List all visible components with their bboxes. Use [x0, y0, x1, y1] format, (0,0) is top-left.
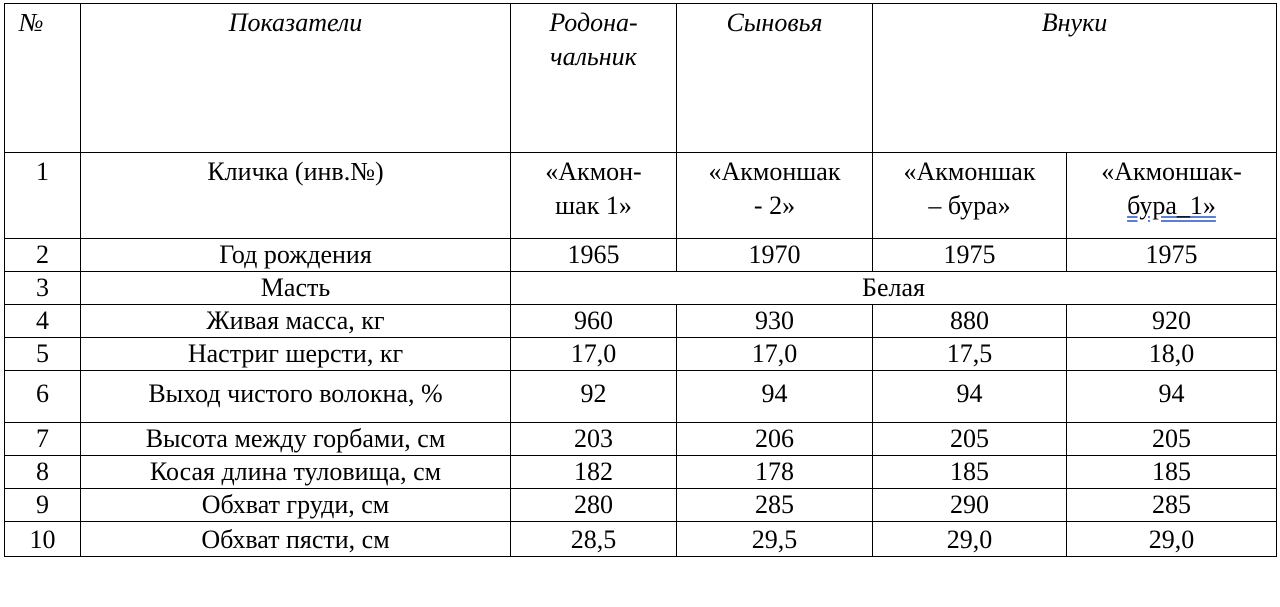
cell-grandson-2: 920: [1067, 305, 1277, 338]
cell-line: бура_1»: [1127, 191, 1216, 220]
cell-line: «Акмоншак: [708, 157, 841, 186]
header-founder: [511, 4, 677, 153]
cell-sons: 1970: [677, 239, 873, 272]
cell-sons: 206: [677, 423, 873, 456]
cell-sons: 178: [677, 456, 873, 489]
row-number: 10: [5, 522, 81, 557]
table-row: [5, 423, 1277, 456]
cell-sons: [677, 153, 873, 239]
cell-grandson-1: 17,5: [873, 338, 1067, 371]
cell-founder: 92: [511, 371, 677, 423]
cell-grandson-1: 185: [873, 456, 1067, 489]
table-row: [5, 338, 1277, 371]
cell-line: шак 1»: [555, 191, 632, 220]
cell-merged: Белая: [511, 272, 1277, 305]
cell-founder: 203: [511, 423, 677, 456]
cell-sons: 29,5: [677, 522, 873, 557]
row-number: 8: [5, 456, 81, 489]
cell-grandson-2: 285: [1067, 489, 1277, 522]
row-number: 7: [5, 423, 81, 456]
header-grandsons: Внуки: [873, 4, 1277, 153]
cell-sons: 285: [677, 489, 873, 522]
cell-sons: 94: [677, 371, 873, 423]
header-founder-line2: чальник: [550, 42, 637, 71]
cell-line: – бура»: [928, 191, 1011, 220]
cell-sons: 930: [677, 305, 873, 338]
cell-founder: 17,0: [511, 338, 677, 371]
cell-grandson-2: 94: [1067, 371, 1277, 423]
row-label: Кличка (инв.№): [81, 153, 511, 239]
cell-grandson-1: 29,0: [873, 522, 1067, 557]
table-row: [5, 456, 1277, 489]
row-number: 1: [5, 153, 81, 239]
table-row: [5, 489, 1277, 522]
cell-grandson-2: 1975: [1067, 239, 1277, 272]
header-sons: Сыновья: [677, 4, 873, 153]
cell-grandson-1: 1975: [873, 239, 1067, 272]
row-label: Год рождения: [81, 239, 511, 272]
cell-founder: 182: [511, 456, 677, 489]
cell-grandson-2: 185: [1067, 456, 1277, 489]
table-row: [5, 522, 1277, 557]
cell-grandson-1: 880: [873, 305, 1067, 338]
data-table: [4, 3, 1277, 557]
row-label: Живая масса, кг: [81, 305, 511, 338]
row-number: 3: [5, 272, 81, 305]
cell-sons: 17,0: [677, 338, 873, 371]
cell-grandson-2: 29,0: [1067, 522, 1277, 557]
row-number: 5: [5, 338, 81, 371]
cell-founder: 1965: [511, 239, 677, 272]
row-label: Обхват груди, см: [81, 489, 511, 522]
cell-grandson-2: 205: [1067, 423, 1277, 456]
header-founder-line1: Родона-: [549, 8, 638, 37]
row-label: Настриг шерсти, кг: [81, 338, 511, 371]
row-label: Выход чистого волокна, %: [81, 371, 511, 423]
row-number: 6: [5, 371, 81, 423]
cell-line: «Акмон-: [545, 157, 642, 186]
cell-grandson-1: 94: [873, 371, 1067, 423]
table-row: [5, 272, 1277, 305]
cell-grandson-1: 290: [873, 489, 1067, 522]
cell-grandson-1: [873, 153, 1067, 239]
cell-founder: [511, 153, 677, 239]
table-row: [5, 239, 1277, 272]
cell-line: «Акмоншак: [903, 157, 1036, 186]
row-label: Косая длина туловища, см: [81, 456, 511, 489]
cell-founder: 280: [511, 489, 677, 522]
table-row: [5, 371, 1277, 423]
header-indicators: Показатели: [81, 4, 511, 153]
table-row: [5, 305, 1277, 338]
row-number: 4: [5, 305, 81, 338]
header-number: №: [5, 4, 81, 153]
header-row: [5, 4, 1277, 153]
row-number: 2: [5, 239, 81, 272]
row-number: 9: [5, 489, 81, 522]
cell-grandson-2: 18,0: [1067, 338, 1277, 371]
cell-founder: 960: [511, 305, 677, 338]
cell-grandson-2: [1067, 153, 1277, 239]
row-label: Масть: [81, 272, 511, 305]
cell-grandson-1: 205: [873, 423, 1067, 456]
cell-founder: 28,5: [511, 522, 677, 557]
table-row: [5, 153, 1277, 239]
row-label: Обхват пясти, см: [81, 522, 511, 557]
cell-line: «Акмоншак-: [1101, 157, 1242, 186]
cell-line: - 2»: [753, 191, 796, 220]
row-label: Высота между горбами, см: [81, 423, 511, 456]
